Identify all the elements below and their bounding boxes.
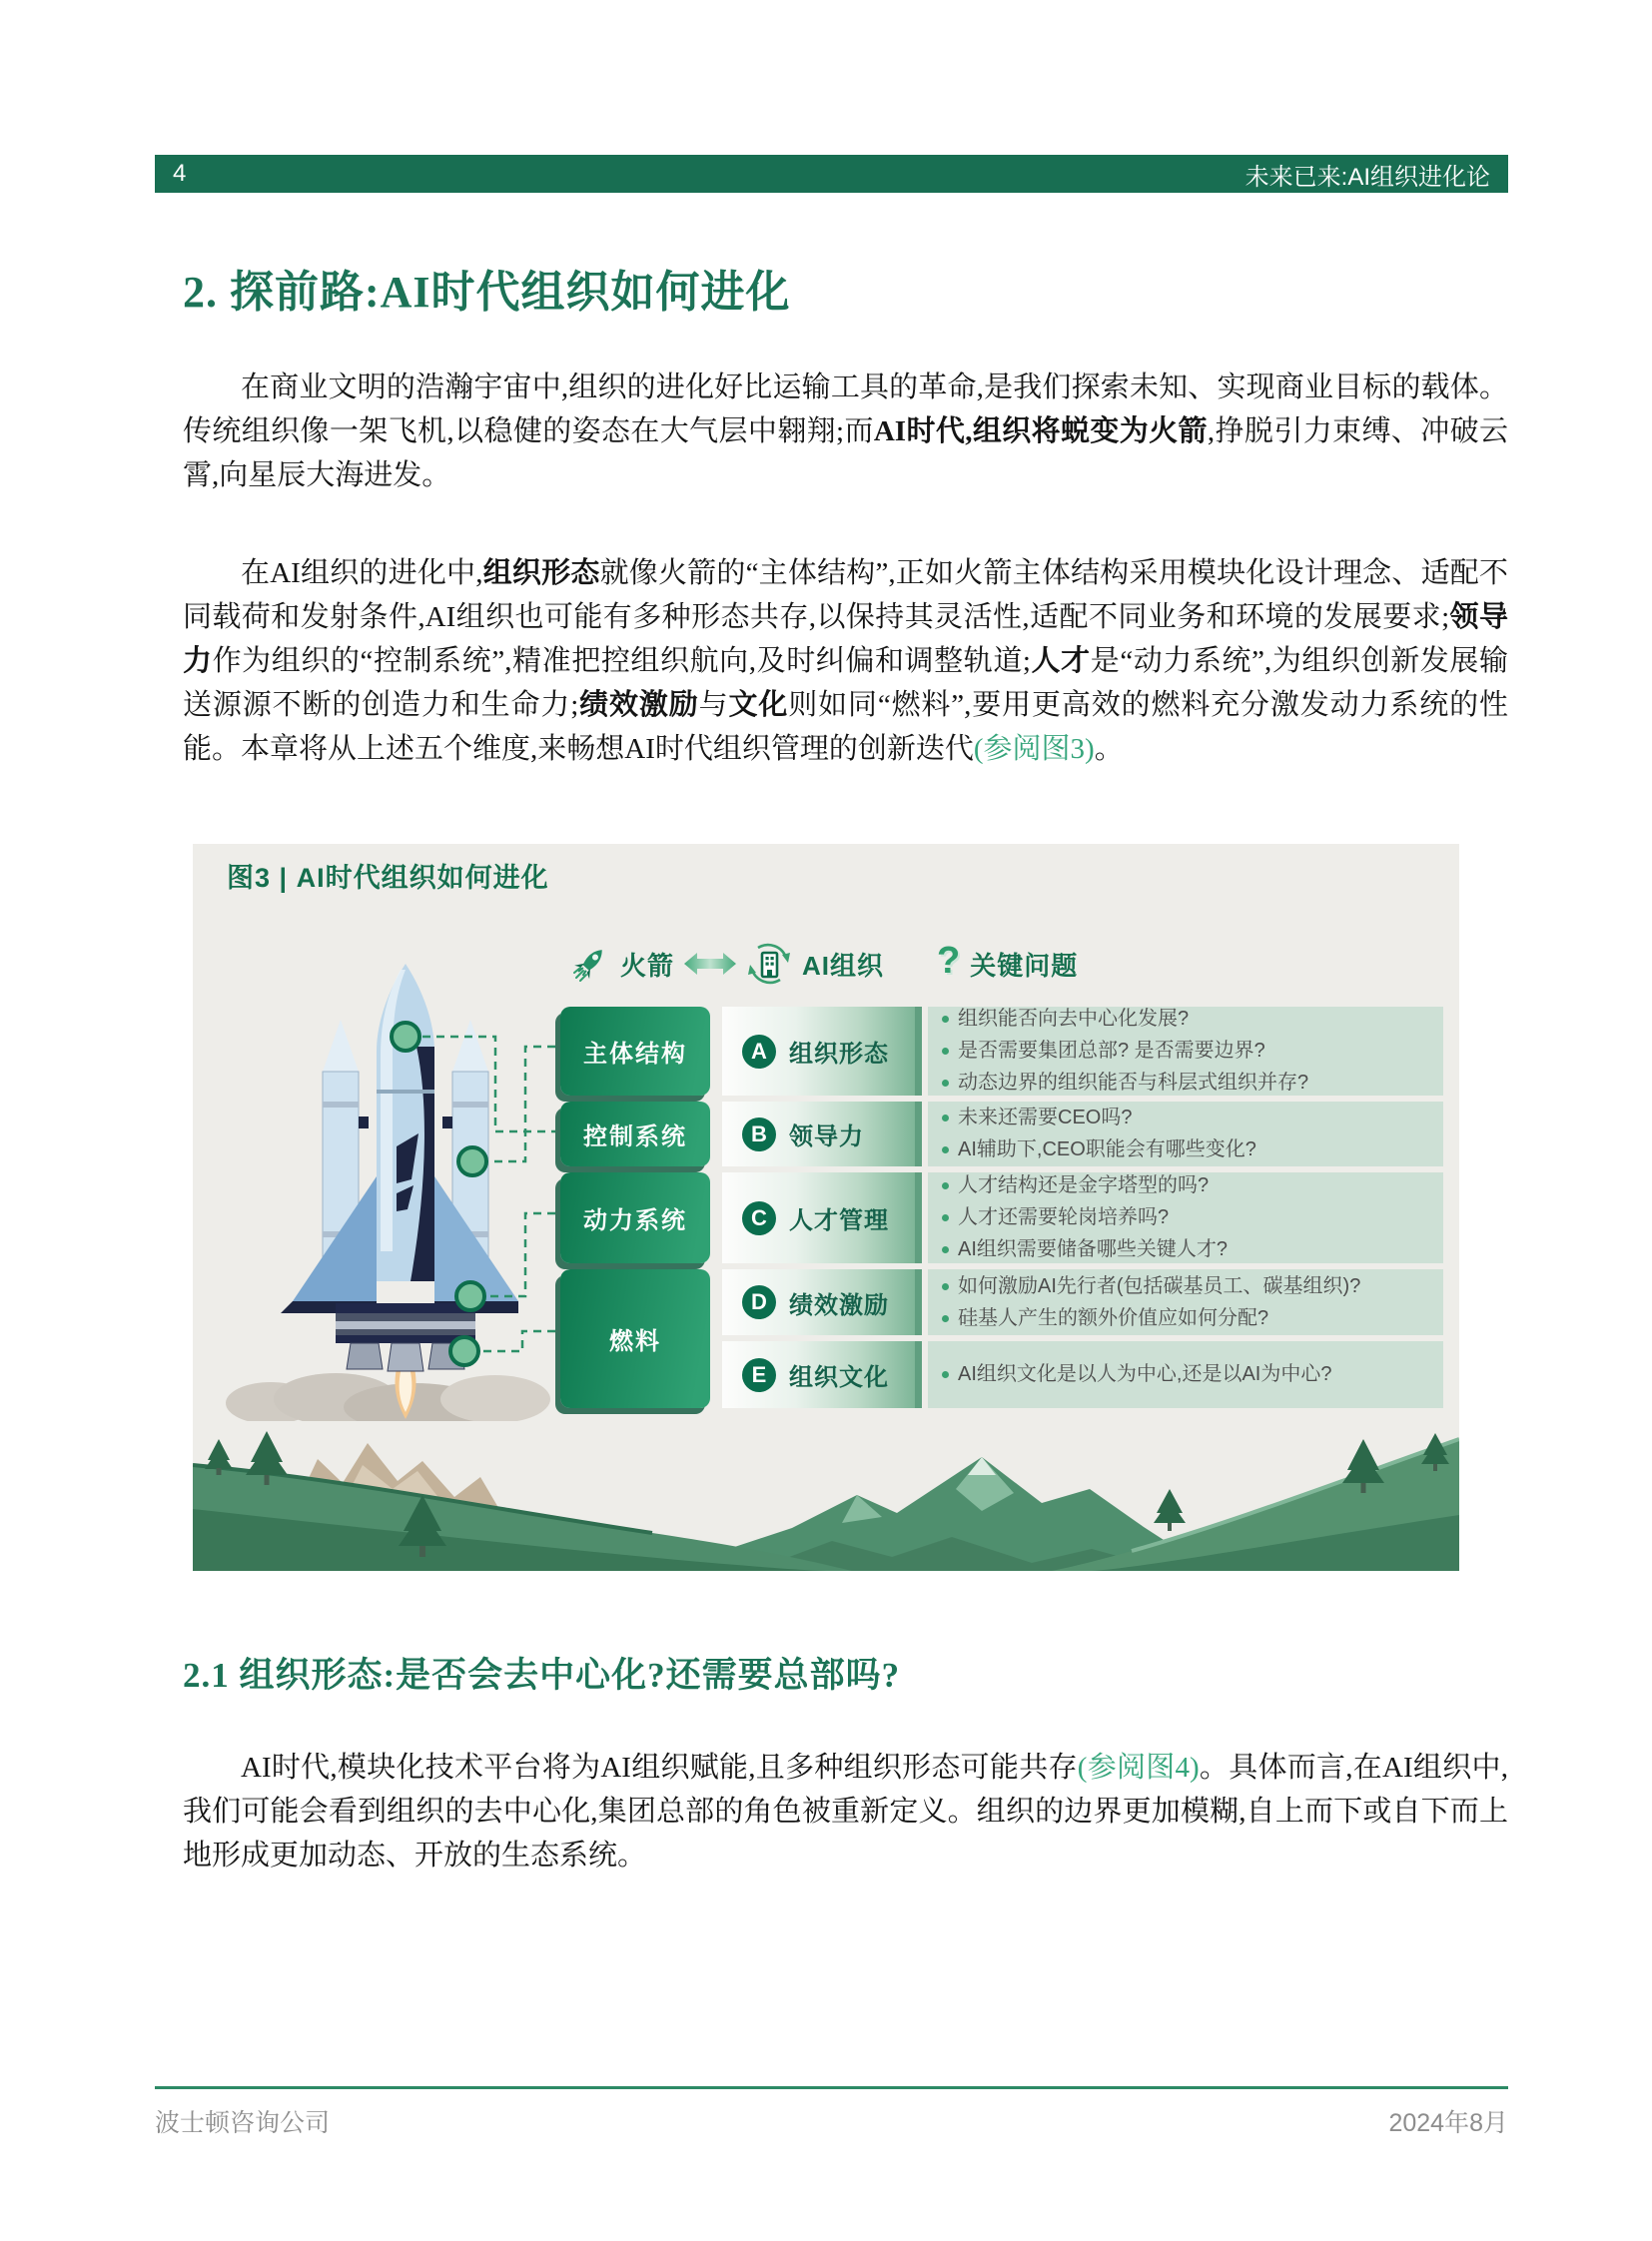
mapping-label: 组织文化 xyxy=(789,1364,889,1391)
bullet-icon xyxy=(942,1214,949,1221)
question-text: 人才结构还是金字塔型的吗? xyxy=(958,1174,1210,1196)
smoke-clouds xyxy=(226,1373,550,1421)
bullet-icon xyxy=(942,1016,949,1023)
bullet-icon xyxy=(942,1246,949,1253)
question-text: AI辅助下,CEO职能会有哪些变化? xyxy=(958,1138,1256,1160)
letter-badge: C xyxy=(742,1201,776,1235)
question-text: AI组织需要储备哪些关键人才? xyxy=(958,1238,1229,1260)
text-run: 在商业文明的浩瀚宇宙中,组织的进化好比运输工具的革命,是我们探索未知、实现商业目标的载体。传统组织像一架飞机,以稳健的姿态在大气层中翱翔;而 xyxy=(183,372,1508,447)
text-run: 。 xyxy=(1094,733,1124,765)
text-run: 领导力 xyxy=(183,601,1508,677)
question-item xyxy=(942,1136,1431,1163)
legend-ai-org-label: AI组织 xyxy=(802,950,885,981)
mapping-label: 绩效激励 xyxy=(789,1291,889,1319)
figure-mapping-grid xyxy=(560,1007,1443,1408)
question-text: 人才还需要轮岗培养吗? xyxy=(958,1206,1170,1228)
footer-date: 2024年8月 xyxy=(1388,2109,1508,2137)
rocket-part-label: 主体结构 xyxy=(560,1007,710,1096)
orbiter-body xyxy=(377,964,434,1281)
body-paragraph xyxy=(183,1746,1508,1877)
text-run: AI时代,模块化技术平台将为AI组织赋能,且多种组织形态可能共存 xyxy=(241,1752,1078,1784)
question-list xyxy=(928,1102,1443,1166)
figure-reference-link[interactable]: (参阅图4) xyxy=(1077,1752,1200,1784)
mapping-label: 人才管理 xyxy=(789,1207,889,1234)
question-text: 是否需要集团总部? 是否需要边界? xyxy=(958,1040,1265,1062)
bullet-icon xyxy=(942,1315,949,1322)
page-number: 4 xyxy=(173,160,187,187)
bullet-icon xyxy=(942,1371,949,1378)
question-list xyxy=(928,1007,1443,1096)
bullet-icon xyxy=(942,1115,949,1121)
legend-questions-label: 关键问题 xyxy=(970,950,1079,981)
subsection-heading: 2.1 组织形态:是否会去中心化?还需要总部吗? xyxy=(183,1656,901,1695)
question-list xyxy=(928,1172,1443,1263)
ai-org-mapping xyxy=(722,1269,922,1335)
question-item xyxy=(942,1105,1431,1131)
figure-title: 图3 | AI时代组织如何进化 xyxy=(227,863,549,893)
text-run: 与 xyxy=(698,689,729,721)
mapping-label: 领导力 xyxy=(789,1123,864,1150)
rocket-part-label: 燃料 xyxy=(560,1269,710,1408)
text-run: 组织形态 xyxy=(482,557,600,589)
question-item xyxy=(942,1172,1431,1199)
bullet-icon xyxy=(942,1048,949,1055)
figure-legend-right xyxy=(937,938,1078,990)
ai-org-mapping xyxy=(722,1341,922,1408)
question-item xyxy=(942,1204,1431,1231)
body-paragraph xyxy=(183,366,1508,497)
letter-badge: E xyxy=(742,1358,776,1392)
text-run: AI时代,组织将蜕变为火箭 xyxy=(873,415,1208,447)
text-run: 。具体而言,在AI组织中,我们可能会看到组织的去中心化,集团总部的角色被重新定义。组织的边界更加模糊,自上而下或自下而上地形成更加动态、开放的生态系统。 xyxy=(183,1752,1508,1871)
question-list xyxy=(928,1341,1443,1408)
text-run: 人才 xyxy=(1030,645,1091,677)
question-text: 组织能否向去中心化发展? xyxy=(958,1008,1190,1030)
mapping-label: 组织形态 xyxy=(789,1041,889,1068)
question-item xyxy=(942,1361,1431,1388)
rocket-part-label: 控制系统 xyxy=(560,1102,710,1166)
section-heading: 2. 探前路:AI时代组织如何进化 xyxy=(183,268,791,317)
figure-reference-link[interactable]: (参阅图3) xyxy=(973,733,1095,765)
footer-company: 波士顿咨询公司 xyxy=(155,2109,331,2137)
letter-badge: A xyxy=(742,1035,776,1069)
question-text: 动态边界的组织能否与科层式组织并存? xyxy=(958,1072,1309,1094)
question-text: 硅基人产生的额外价值应如何分配? xyxy=(958,1306,1269,1329)
legend-rocket-label: 火箭 xyxy=(620,950,675,981)
rocket-part-label: 动力系统 xyxy=(560,1172,710,1263)
question-text: 未来还需要CEO吗? xyxy=(958,1107,1133,1128)
text-run: 是“动力系统”,为组织创新发展输送源源不断的创造力和生命力; xyxy=(183,645,1508,721)
question-item xyxy=(942,1038,1431,1065)
ai-org-icon xyxy=(746,941,792,987)
bullet-icon xyxy=(942,1283,949,1290)
ai-org-mapping xyxy=(722,1172,922,1263)
figure-3 xyxy=(193,844,1459,1571)
bullet-icon xyxy=(942,1080,949,1087)
letter-badge: D xyxy=(742,1285,776,1319)
page-header-bar xyxy=(155,155,1508,193)
text-run: 文化 xyxy=(728,689,789,721)
question-item xyxy=(942,1273,1431,1300)
question-item xyxy=(942,1305,1431,1332)
ai-org-mapping xyxy=(722,1102,922,1166)
text-run: 绩效激励 xyxy=(578,689,699,721)
question-mark-icon: ? xyxy=(937,939,961,982)
space-shuttle-illustration xyxy=(211,952,555,1421)
footer-divider xyxy=(155,2086,1508,2089)
question-text: AI组织文化是以人为中心,还是以AI为中心? xyxy=(958,1363,1332,1385)
bullet-icon xyxy=(942,1182,949,1189)
figure-legend-left xyxy=(572,938,884,990)
bullet-icon xyxy=(942,1146,949,1153)
question-text: 如何激励AI先行者(包括碳基员工、碳基组织)? xyxy=(958,1274,1361,1297)
text-run: 在AI组织的进化中, xyxy=(241,557,483,589)
running-title: 未来已来:AI组织进化论 xyxy=(1244,163,1490,191)
page-footer xyxy=(155,2103,1508,2139)
rocket-icon xyxy=(572,945,610,983)
text-run: 则如同“燃料”,要用更高效的燃料充分激发动力系统的性能。本章将从上述五个维度,来畅想AI时代组织管理的创新迭代 xyxy=(183,689,1508,765)
question-item xyxy=(942,1006,1431,1033)
text-run: ,挣脱引力束缚、冲破云霄,向星辰大海进发。 xyxy=(183,415,1508,491)
ai-org-mapping xyxy=(722,1007,922,1096)
question-item xyxy=(942,1236,1431,1263)
body-paragraph xyxy=(183,551,1508,771)
text-run: 就像火箭的“主体结构”,正如火箭主体结构采用模块化设计理念、适配不同载荷和发射条件,AI组织也可能有多种形态共存,以保持其灵活性,适配不同业务和环境的发展要求; xyxy=(183,557,1508,633)
question-list xyxy=(928,1269,1443,1335)
swap-arrow-icon xyxy=(684,951,736,977)
mountain-landscape-illustration xyxy=(193,1431,1459,1571)
letter-badge: B xyxy=(742,1118,776,1151)
question-item xyxy=(942,1070,1431,1097)
text-run: 作为组织的“控制系统”,精准把控组织航向,及时纠偏和调整轨道; xyxy=(212,645,1031,677)
